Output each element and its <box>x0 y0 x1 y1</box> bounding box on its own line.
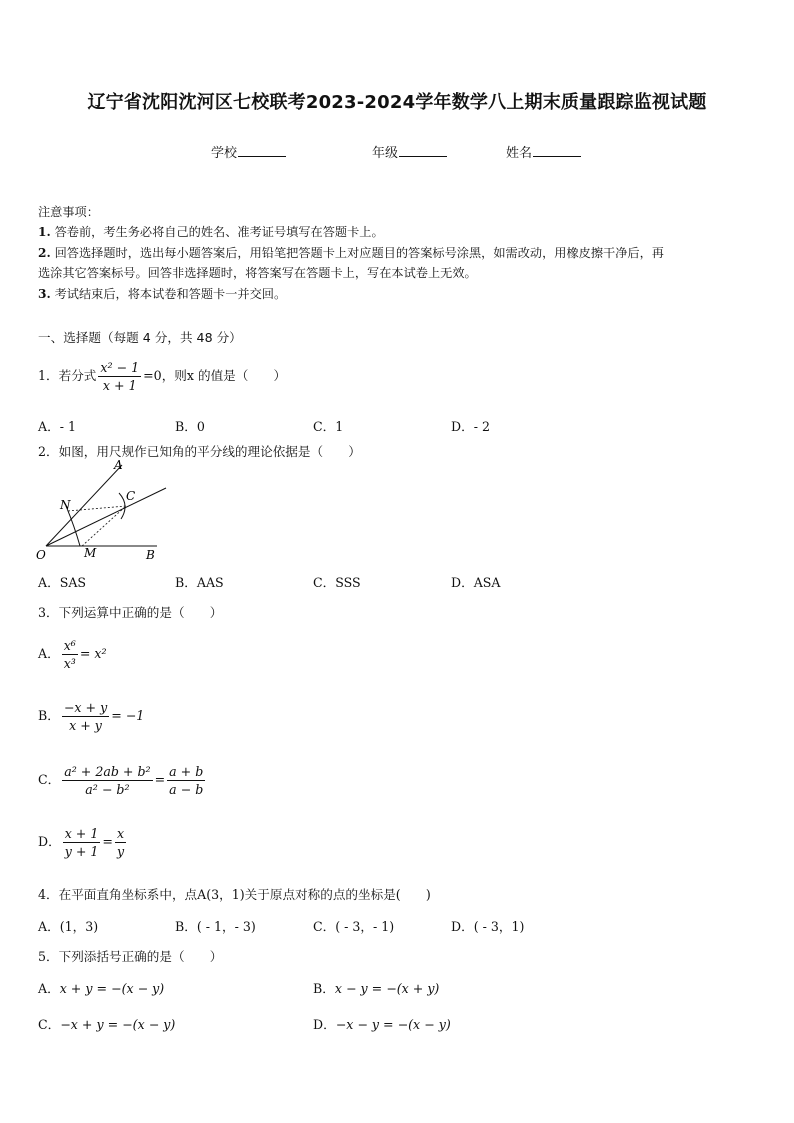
note-2-text: 回答选择题时，选出每小题答案后，用铅笔把答题卡上对应题目的答案标号涂黑，如需改动，用橡皮擦干净后，再 <box>54 246 664 260</box>
label-a: A <box>114 458 123 472</box>
q4-option-b: B．( - 1，- 3) <box>175 919 256 934</box>
note-2-line2: 选涂其它答案标号。回答非选择题时，将答案写在答题卡上，写在本试卷上无效。 <box>38 266 477 280</box>
q4-option-c: C．( - 3，- 1) <box>313 919 395 934</box>
q2-option-c: C．SSS <box>313 575 361 590</box>
q3-d-fraction-right <box>115 826 126 859</box>
q3-b-fraction <box>62 700 109 733</box>
q3-option-b <box>38 700 144 733</box>
q3-c-fraction-left <box>62 764 152 797</box>
q1-fraction <box>98 360 141 393</box>
q5-a-expr: x + y = −(x − y) <box>59 981 165 996</box>
q3-b-label: B． <box>38 708 60 723</box>
q3-d-fraction-left <box>63 826 101 859</box>
q2-option-a: A．SAS <box>38 575 87 590</box>
q3-c-fraction-right <box>167 764 205 797</box>
q3-c-equals: = <box>154 772 166 787</box>
note-1-text: 答卷前，考生务必将自己的姓名、准考证号填写在答题卡上。 <box>54 225 384 239</box>
q4-option-d: D．( - 3，1) <box>451 919 525 934</box>
q3-b-rhs: = −1 <box>111 708 145 723</box>
school-field <box>211 142 286 161</box>
label-c: C <box>126 489 136 503</box>
q5-c-expr: −x + y = −(x − y) <box>60 1017 176 1032</box>
q3-d-label: D． <box>38 834 61 849</box>
label-b: B <box>146 548 155 562</box>
note-3 <box>38 284 286 305</box>
q3-d-num: x + 1 <box>64 826 99 841</box>
note-3-num: 3. <box>38 287 51 301</box>
grade-label: 年级 <box>372 146 399 161</box>
q3-c-den: a² − b² <box>85 782 130 797</box>
q3-d-den: y + 1 <box>64 844 99 859</box>
note-1 <box>38 222 384 243</box>
grade-blank <box>399 144 447 157</box>
q5-b-label: B． <box>313 981 335 996</box>
q3-d-den2: y <box>116 844 125 859</box>
ray-oa <box>46 465 122 546</box>
q2-option-d: D．ASA <box>451 575 501 590</box>
q5-c-label: C． <box>38 1017 61 1032</box>
q3-a-fraction <box>62 638 78 671</box>
q3-c-label: C． <box>38 772 61 787</box>
ray-oc <box>46 488 166 546</box>
name-blank <box>533 144 581 157</box>
q1-denominator: x + 1 <box>102 378 137 393</box>
q3-a-den: x³ <box>63 656 76 671</box>
q3-option-c <box>38 764 207 797</box>
question-4: 4．在平面直角坐标系中，点A(3，1)关于原点对称的点的坐标是( ) <box>38 887 431 902</box>
q3-c-num: a² + 2ab + b² <box>64 764 151 779</box>
grade-field <box>372 142 447 161</box>
question-5: 5．下列添括号正确的是（ ） <box>38 949 223 964</box>
q5-d-label: D． <box>313 1017 336 1032</box>
q5-d-expr: −x − y = −(x − y) <box>335 1017 451 1032</box>
q3-option-d <box>38 826 128 859</box>
note-2-num: 2. <box>38 246 51 260</box>
q5-option-b <box>313 978 439 997</box>
q3-option-a <box>38 638 107 671</box>
name-field <box>506 142 581 161</box>
q1-option-b: B．0 <box>175 419 205 434</box>
q3-a-label: A． <box>38 646 60 661</box>
q1-prefix: 1．若分式 <box>38 368 97 383</box>
q1-option-a: A．- 1 <box>38 419 76 434</box>
note-3-text: 考试结束后，将本试卷和答题卡一并交回。 <box>54 287 287 301</box>
q5-option-a <box>38 978 164 997</box>
school-label: 学校 <box>211 146 238 161</box>
segment-nc <box>68 506 126 511</box>
q4-option-a: A．(1，3) <box>38 919 99 934</box>
q1-option-d: D．- 2 <box>451 419 490 434</box>
notes-heading: 注意事项： <box>38 205 99 219</box>
question-3: 3．下列运算中正确的是（ ） <box>38 605 223 620</box>
q1-numerator: x² − 1 <box>100 360 140 375</box>
q5-b-expr: x − y = −(x + y) <box>334 981 440 996</box>
q3-d-num2: x <box>115 826 126 843</box>
label-m: M <box>84 546 97 560</box>
note-1-num: 1. <box>38 225 51 239</box>
page-title: 辽宁省沈阳沈河区七校联考2023-2024学年数学八上期末质量跟踪监视试题 <box>87 92 707 113</box>
note-2-line1 <box>38 243 664 264</box>
q5-option-c <box>38 1014 175 1033</box>
q3-c-num2: a + b <box>169 764 204 779</box>
q3-a-num: x⁶ <box>63 638 76 653</box>
question-1 <box>38 360 286 393</box>
angle-bisector-figure <box>30 455 180 565</box>
q3-c-den2: a − b <box>169 782 204 797</box>
q1-option-c: C．1 <box>313 419 344 434</box>
q5-a-label: A． <box>38 981 60 996</box>
school-blank <box>238 144 286 157</box>
segment-mc <box>82 506 126 546</box>
label-o: O <box>36 548 46 562</box>
section-heading: 一、选择题（每题 4 分，共 48 分） <box>38 330 242 345</box>
q5-option-d <box>313 1014 451 1033</box>
q3-a-rhs: = x² <box>79 646 107 661</box>
question-2: 2．如图，用尺规作已知角的平分线的理论依据是（ ） <box>38 444 361 459</box>
q3-b-num: −x + y <box>63 700 108 715</box>
q3-d-equals: = <box>102 834 113 849</box>
q1-suffix: =0，则x 的值是（ ） <box>143 368 287 383</box>
q2-option-b: B．AAS <box>175 575 224 590</box>
q3-b-den: x + y <box>69 718 102 733</box>
name-label: 姓名 <box>506 146 533 161</box>
label-n: N <box>60 498 71 512</box>
